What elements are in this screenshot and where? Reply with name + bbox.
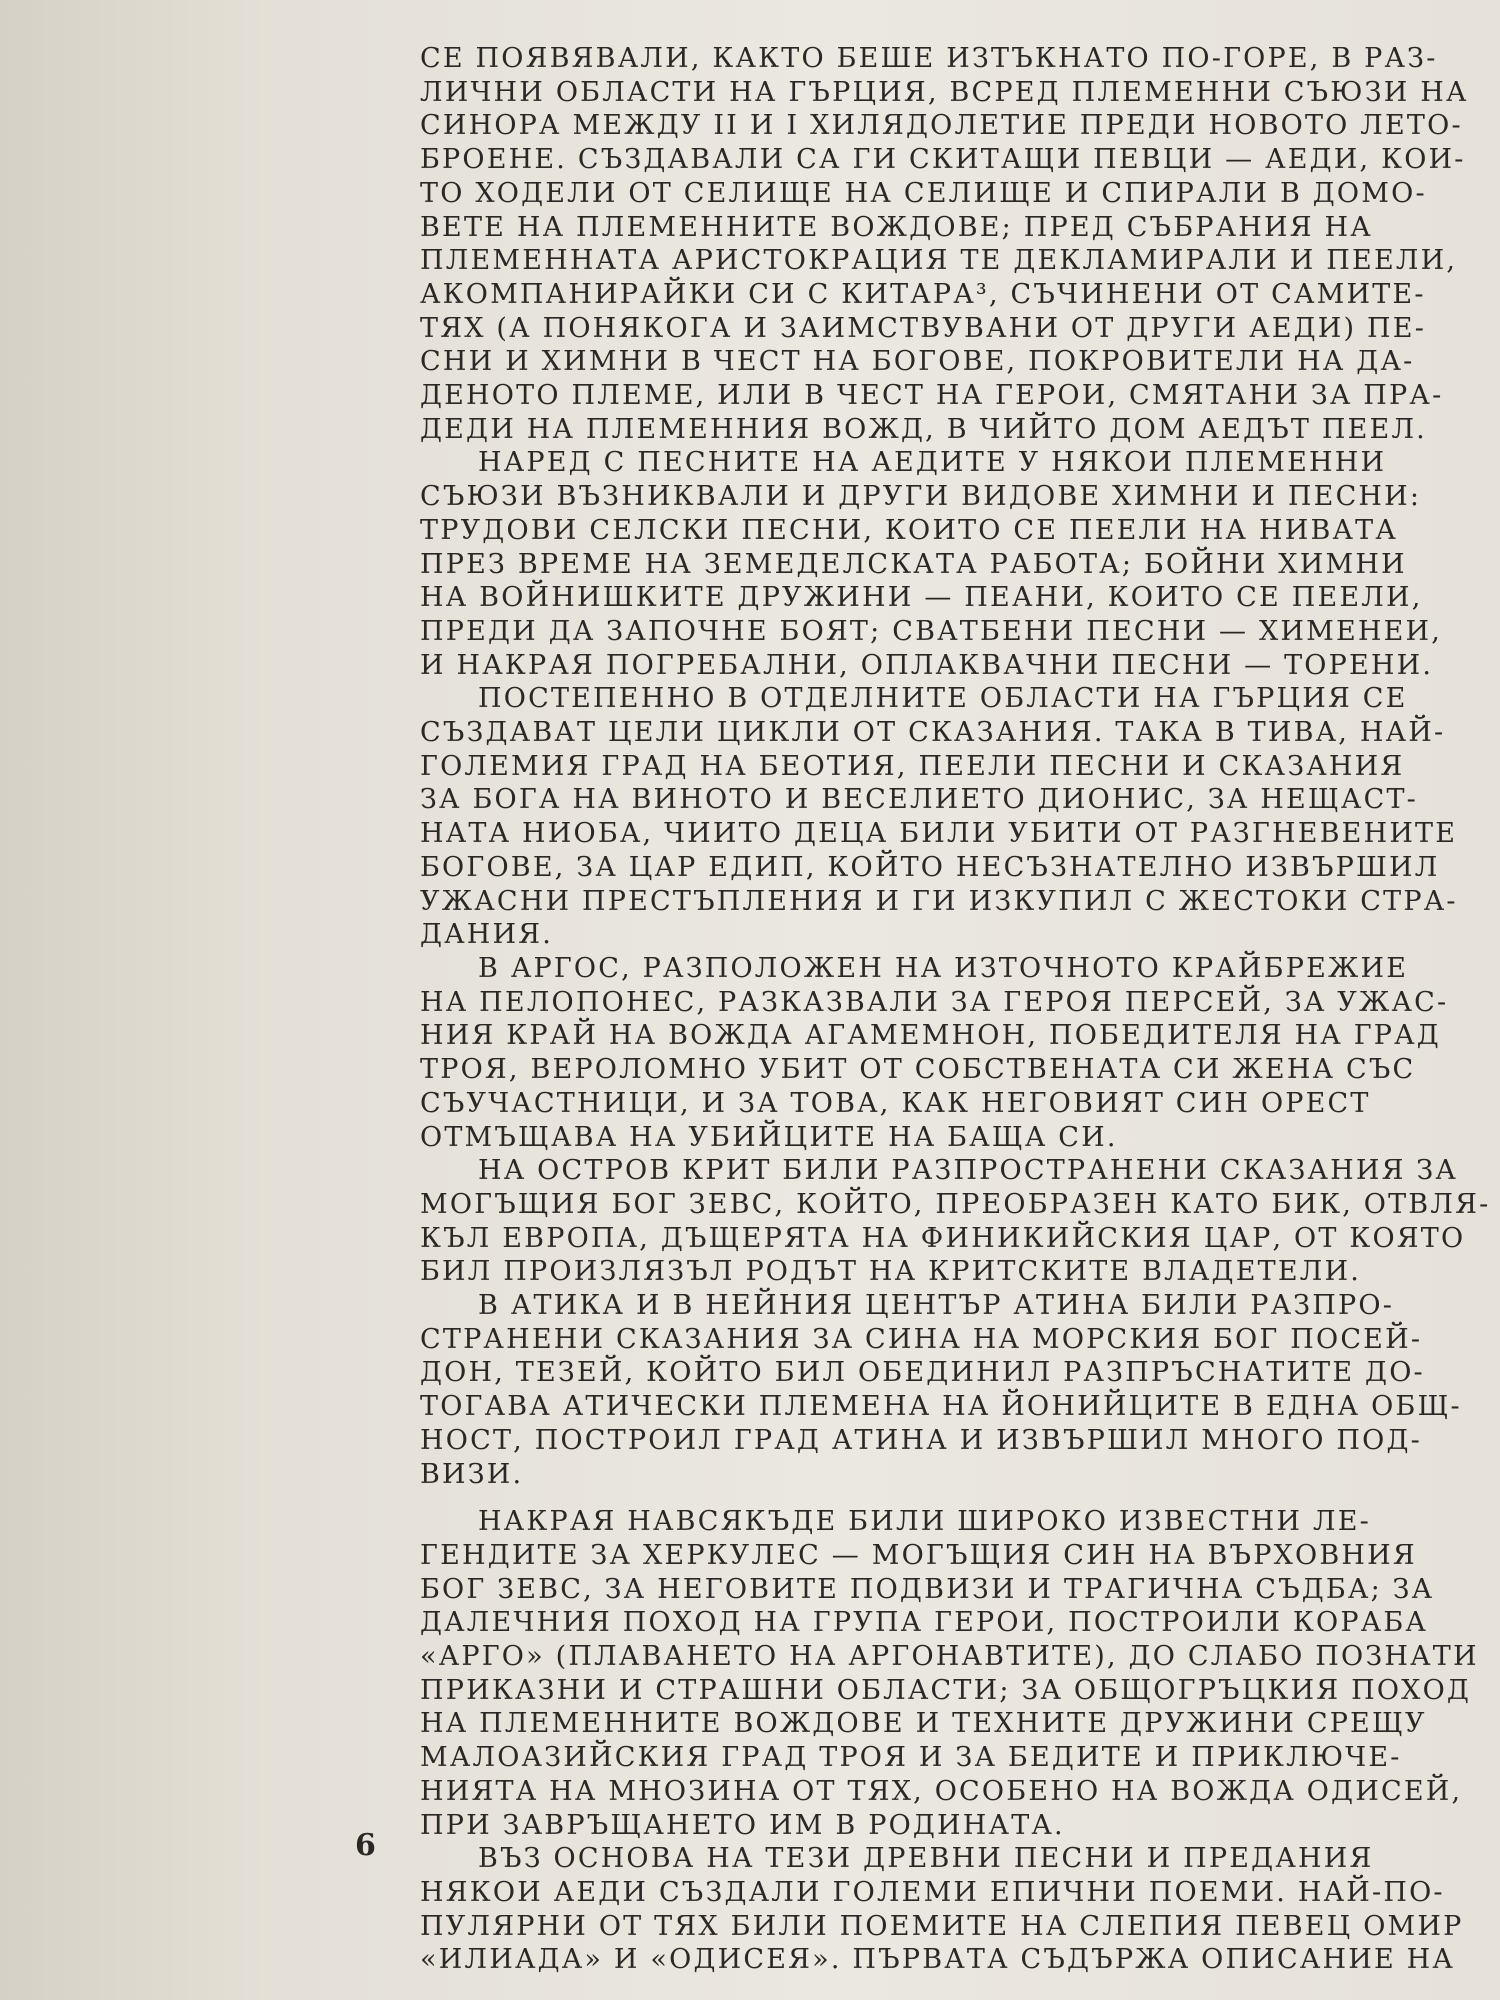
text-line: ДАНИЯ. [420, 919, 554, 951]
text-line: ПЛЕМЕННАТА АРИСТОКРАЦИЯ ТЕ ДЕКЛАМИРАЛИ И ПЕЕЛИ, [420, 245, 1458, 277]
text-line: ТЯХ (А ПОНЯКОГА И ЗАИМСТВУВАНИ ОТ ДРУГИ АЕДИ) ПЕ- [420, 312, 1427, 344]
text-line: НА ОСТРОВ КРИТ БИЛИ РАЗПРОСТРАНЕНИ СКАЗАНИЯ ЗА [478, 1155, 1459, 1187]
text-line: ВЪЗ ОСНОВА НА ТЕЗИ ДРЕВНИ ПЕСНИ И ПРЕДАНИЯ [478, 1843, 1374, 1875]
paragraph [420, 952, 1449, 1154]
text-line: НИЯТА НА МНОЗИНА ОТ ТЯХ, ОСОБЕНО НА ВОЖДА ОДИСЕЙ, [420, 1775, 1463, 1807]
text-line: ДЕНОТО ПЛЕМЕ, ИЛИ В ЧЕСТ НА ГЕРОИ, СМЯТАНИ ЗА ПРА- [420, 380, 1444, 412]
text-line: ВИЗИ. [420, 1458, 524, 1490]
text-line: «АРГО» (ПЛАВАНЕТО НА АРГОНАВТИТЕ), ДО СЛАБО ПОЗНАТИ [420, 1641, 1479, 1673]
paragraph [420, 1842, 1464, 1977]
text-line: СЪЗДАВАТ ЦЕЛИ ЦИКЛИ ОТ СКАЗАНИЯ. ТАКА В ТИВА, НАЙ- [420, 717, 1446, 749]
text-line: НА ПЛЕМЕННИТЕ ВОЖДОВЕ И ТЕХНИТЕ ДРУЖИНИ СРЕЩУ [420, 1708, 1427, 1740]
text-line: НА ПЕЛОПОНЕС, РАЗКАЗВАЛИ ЗА ГЕРОЯ ПЕРСЕЙ, ЗА УЖАС- [420, 986, 1449, 1018]
text-line: ВЕТЕ НА ПЛЕМЕННИТЕ ВОЖДОВЕ; ПРЕД СЪБРАНИЯ НА [420, 211, 1373, 243]
text-line: БРОЕНЕ. СЪЗДАВАЛИ СА ГИ СКИТАЩИ ПЕВЦИ — АЕДИ, КОИ- [420, 144, 1466, 176]
text-line: БИЛ ПРОИЗЛЯЗЪЛ РОДЪТ НА КРИТСКИТЕ ВЛАДЕТЕЛИ. [420, 1256, 1361, 1288]
text-line: ГОЛЕМИЯ ГРАД НА БЕОТИЯ, ПЕЕЛИ ПЕСНИ И СКАЗАНИЯ [420, 750, 1405, 782]
text-line: УЖАСНИ ПРЕСТЪПЛЕНИЯ И ГИ ИЗКУПИЛ С ЖЕСТОКИ СТРА- [420, 885, 1458, 917]
text-line: ГЕНДИТЕ ЗА ХЕРКУЛЕС — МОГЪЩИЯ СИН НА ВЪРХОВНИЯ [420, 1539, 1417, 1571]
text-line: МАЛОАЗИЙСКИЯ ГРАД ТРОЯ И ЗА БЕДИТЕ И ПРИКЛЮЧЕ- [420, 1742, 1402, 1774]
paragraph [420, 682, 1458, 952]
text-line: ЗА БОГА НА ВИНОТО И ВЕСЕЛИЕТО ДИОНИС, ЗА НЕЩАСТ- [420, 784, 1418, 816]
text-line: НАТА НИОБА, ЧИИТО ДЕЦА БИЛИ УБИТИ ОТ РАЗГНЕВЕНИТЕ [420, 818, 1458, 850]
page-number: 6 [355, 1828, 376, 1863]
text-line: ТО ХОДЕЛИ ОТ СЕЛИЩЕ НА СЕЛИЩЕ И СПИРАЛИ В ДОМО- [420, 177, 1427, 209]
text-line: БОГ ЗЕВС, ЗА НЕГОВИТЕ ПОДВИЗИ И ТРАГИЧНА СЪДБА; ЗА [420, 1573, 1435, 1605]
text-line: В АРГОС, РАЗПОЛОЖЕН НА ИЗТОЧНОТО КРАЙБРЕЖИЕ [478, 952, 1409, 984]
text-line: ПРИ ЗАВРЪЩАНЕТО ИМ В РОДИНАТА. [420, 1809, 1065, 1841]
text-line: СНИ И ХИМНИ В ЧЕСТ НА БОГОВЕ, ПОКРОВИТЕЛИ НА ДА- [420, 346, 1415, 378]
paragraph-gap [420, 1491, 1435, 1505]
text-line: «ИЛИАДА» И «ОДИСЕЯ». ПЪРВАТА СЪДЪРЖА ОПИСАНИЕ НА [420, 1944, 1456, 1976]
text-line: ДАЛЕЧНИЯ ПОХОД НА ГРУПА ГЕРОИ, ПОСТРОИЛИ КОРАБА [420, 1607, 1429, 1639]
text-line: ТРОЯ, ВЕРОЛОМНО УБИТ ОТ СОБСТВЕНАТА СИ ЖЕНА СЪС [420, 1054, 1416, 1086]
text-line: СЕ ПОЯВЯВАЛИ, КАКТО БЕШЕ ИЗТЪКНАТО ПО-ГОРЕ, В РАЗ- [420, 43, 1438, 74]
paragraph [420, 42, 1469, 446]
text-line: ПРИКАЗНИ И СТРАШНИ ОБЛАСТИ; ЗА ОБЩОГРЪЦКИЯ ПОХОД [420, 1674, 1472, 1706]
text-line: НЯКОИ АЕДИ СЪЗДАЛИ ГОЛЕМИ ЕПИЧНИ ПОЕМИ. НАЙ-ПО- [420, 1876, 1445, 1908]
text-line: АКОМПАНИРАЙКИ СИ С КИТАРА³, СЪЧИНЕНИ ОТ САМИТЕ- [420, 278, 1426, 310]
paragraph [420, 1154, 1491, 1289]
body-text [420, 42, 1491, 1977]
paragraph [420, 1505, 1479, 1842]
text-line: ПРЕЗ ВРЕМЕ НА ЗЕМЕДЕЛСКАТА РАБОТА; БОЙНИ ХИМНИ [420, 548, 1407, 580]
text-line: ПОСТЕПЕННО В ОТДЕЛНИТЕ ОБЛАСТИ НА ГЪРЦИЯ СЕ [478, 683, 1408, 715]
text-line: ТОГАВА АТИЧЕСКИ ПЛЕМЕНА НА ЙОНИЙЦИТЕ В ЕДНА ОБЩ- [420, 1391, 1462, 1423]
text-line: И НАКРАЯ ПОГРЕБАЛНИ, ОПЛАКВАЧНИ ПЕСНИ — ТОРЕНИ. [420, 649, 1434, 681]
text-line: СТРАНЕНИ СКАЗАНИЯ ЗА СИНА НА МОРСКИЯ БОГ ПОСЕЙ- [420, 1323, 1423, 1355]
text-line: ЛИЧНИ ОБЛАСТИ НА ГЪРЦИЯ, ВСРЕД ПЛЕМЕННИ СЪЮЗИ НА [420, 76, 1469, 108]
text-line: ПРЕДИ ДА ЗАПОЧНЕ БОЯТ; СВАТБЕНИ ПЕСНИ — ХИМЕНЕИ, [420, 615, 1443, 647]
text-line: НИЯ КРАЙ НА ВОЖДА АГАМЕМНОН, ПОБЕДИТЕЛЯ НА ГРАД [420, 1020, 1441, 1052]
text-line: ПУЛЯРНИ ОТ ТЯХ БИЛИ ПОЕМИТЕ НА СЛЕПИЯ ПЕВЕЦ ОМИР [420, 1910, 1464, 1942]
text-line: СЪЮЗИ ВЪЗНИКВАЛИ И ДРУГИ ВИДОВЕ ХИМНИ И ПЕСНИ: [420, 481, 1422, 513]
text-line: ДОН, ТЕЗЕЙ, КОЙТО БИЛ ОБЕДИНИЛ РАЗПРЪСНАТИТЕ ДО- [420, 1357, 1425, 1389]
text-line: ОТМЪЩАВА НА УБИЙЦИТЕ НА БАЩА СИ. [420, 1121, 1118, 1153]
text-line: ТРУДОВИ СЕЛСКИ ПЕСНИ, КОИТО СЕ ПЕЕЛИ НА НИВАТА [420, 514, 1398, 546]
text-line: МОГЪЩИЯ БОГ ЗЕВС, КОЙТО, ПРЕОБРАЗЕН КАТО БИК, ОТВЛЯ- [420, 1188, 1491, 1220]
text-line: В АТИКА И В НЕЙНИЯ ЦЕНТЪР АТИНА БИЛИ РАЗПРО- [478, 1290, 1395, 1322]
text-line: ДЕДИ НА ПЛЕМЕННИЯ ВОЖД, В ЧИЙТО ДОМ АЕДЪТ ПЕЕЛ. [420, 413, 1427, 445]
text-line: НАРЕД С ПЕСНИТЕ НА АЕДИТЕ У НЯКОИ ПЛЕМЕННИ [478, 447, 1387, 479]
text-line: НА ВОЙНИШКИТЕ ДРУЖИНИ — ПЕАНИ, КОИТО СЕ ПЕЕЛИ, [420, 582, 1423, 614]
text-line: КЪЛ ЕВРОПА, ДЪЩЕРЯТА НА ФИНИКИЙСКИЯ ЦАР, ОТ КОЯТО [420, 1222, 1466, 1254]
paragraph [420, 446, 1443, 682]
text-line: БОГОВЕ, ЗА ЦАР ЕДИП, КОЙТО НЕСЪЗНАТЕЛНО ИЗВЪРШИЛ [420, 851, 1440, 883]
text-line: НАКРАЯ НАВСЯКЪДЕ БИЛИ ШИРОКО ИЗВЕСТНИ ЛЕ- [478, 1506, 1371, 1538]
text-line: СЪУЧАСТНИЦИ, И ЗА ТОВА, КАК НЕГОВИЯТ СИН ОРЕСТ [420, 1087, 1371, 1119]
text-line: СИНОРА МЕЖДУ II И I ХИЛЯДОЛЕТИЕ ПРЕДИ НОВОТО ЛЕТО- [420, 110, 1463, 142]
paragraph [420, 1289, 1462, 1491]
text-line: НОСТ, ПОСТРОИЛ ГРАД АТИНА И ИЗВЪРШИЛ МНОГО ПОД- [420, 1424, 1422, 1456]
